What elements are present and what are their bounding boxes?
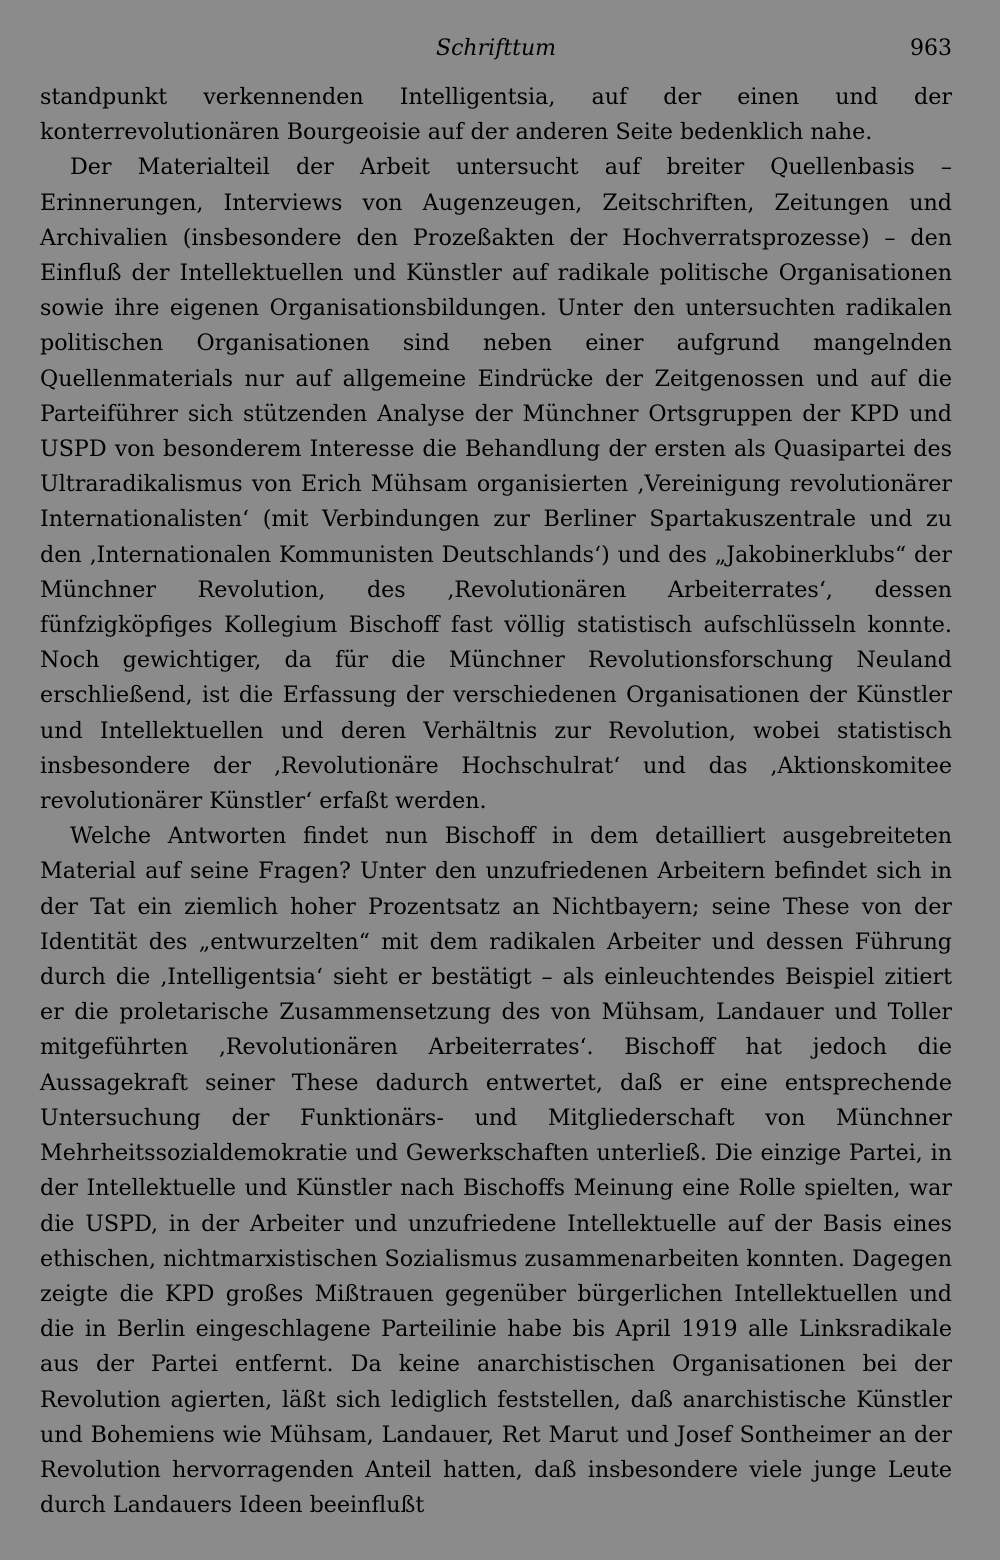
paragraph-answers-section: Welche Antworten findet nun Bischoff in dem detailliert ausgebreiteten Material auf seine Fragen? Unter den unzufriedenen Arbeitern befindet sich in der Tat ein ziemlich hoher Prozentsatz an Nichtbayern; seine These von der Identität des „entwurzelten“ mit dem radikalen Arbeiter und dessen Führung durch die ‚Intelligentsia‘ sieht er bestätigt – als einleuchtendes Beispiel zitiert er die proletarische Zusammensetzung des von Mühsam, Landauer und Toller mitgeführten ‚Revolutionären Arbeiterrates‘. Bischoff hat jedoch die Aussagekraft seiner These dadurch entwertet, daß er eine entsprechende Untersuchung der Funktionärs- und Mitgliederschaft von Münchner Mehrheitssozialdemokratie und Gewerkschaften unterließ. Die einzige Partei, in der Intellektuelle und Künstler nach Bischoffs Meinung eine Rolle spielten, war die USPD, in der Arbeiter und unzufriedene Intellektuelle auf der Basis eines ethischen, nichtmarxistischen Sozialismus zusammenarbeiten konnten. Dagegen zeigte die KPD großes Mißtrauen gegenüber bürgerlichen Intellektuellen und die in Berlin eingeschlagene Parteilinie habe bis April 1919 alle Linksradikale aus der Partei entfernt. Da keine anarchistischen Organisationen bei der Revolution agierten, läßt sich lediglich feststellen, daß anarchistische Künstler und Bohemiens wie Mühsam, Landauer, Ret Marut und Josef Sontheimer an der Revolution hervorragenden Anteil hatten, daß insbesondere viele junge Leute durch Landauers Ideen beeinflußt	[40, 823, 952, 1519]
paragraph-material-section: Der Materialteil der Arbeit untersucht auf breiter Quellenbasis – Erinnerungen, Interviews von Augenzeugen, Zeitschriften, Zeitungen und Archivalien (insbesondere den Prozeßakten der Hochverratsprozesse) – den Einfluß der Intellektuellen und Künstler auf radikale politische Organisationen sowie ihre eigenen Organisationsbildungen. Unter den untersuchten radikalen politischen Organisationen sind neben einer aufgrund mangelnden Quellenmaterials nur auf allgemeine Eindrücke der Zeitgenossen und auf die Parteiführer sich stützenden Analyse der Münchner Ortsgruppen der KPD und USPD von besonderem Interesse die Behandlung der ersten als Quasipartei des Ultraradikalismus von Erich Mühsam organisierten ‚Vereinigung revolutionärer Internationalisten‘ (mit Verbindungen zur Berliner Spartakuszentrale und zu den ‚Internationalen Kommunisten Deutschlands‘) und des „Jakobinerklubs“ der Münchner Revolution, des ‚Revolutionären Arbeiterrates‘, dessen fünfzigköpfiges Kollegium Bischoff fast völlig statistisch aufschlüsseln konnte. Noch gewichtiger, da für die Münchner Revolutionsforschung Neuland erschließend, ist die Erfassung der verschiedenen Organisationen der Künstler und Intellektuellen und deren Verhältnis zur Revolution, wobei statistisch insbesondere der ‚Revolutionäre Hochschulrat‘ und das ‚Aktionskomitee revolutionärer Künstler‘ erfaßt werden.	[40, 154, 952, 815]
running-title: Schrifttum	[436, 36, 556, 61]
page-number: 963	[910, 36, 952, 61]
body-text	[40, 80, 952, 1523]
paragraph-continuation: standpunkt verkennenden Intelligentsia, auf der einen und der konterrevolutionären Bourgeoisie auf der anderen Seite bedenklich nahe.	[40, 84, 952, 146]
running-head	[40, 34, 952, 72]
